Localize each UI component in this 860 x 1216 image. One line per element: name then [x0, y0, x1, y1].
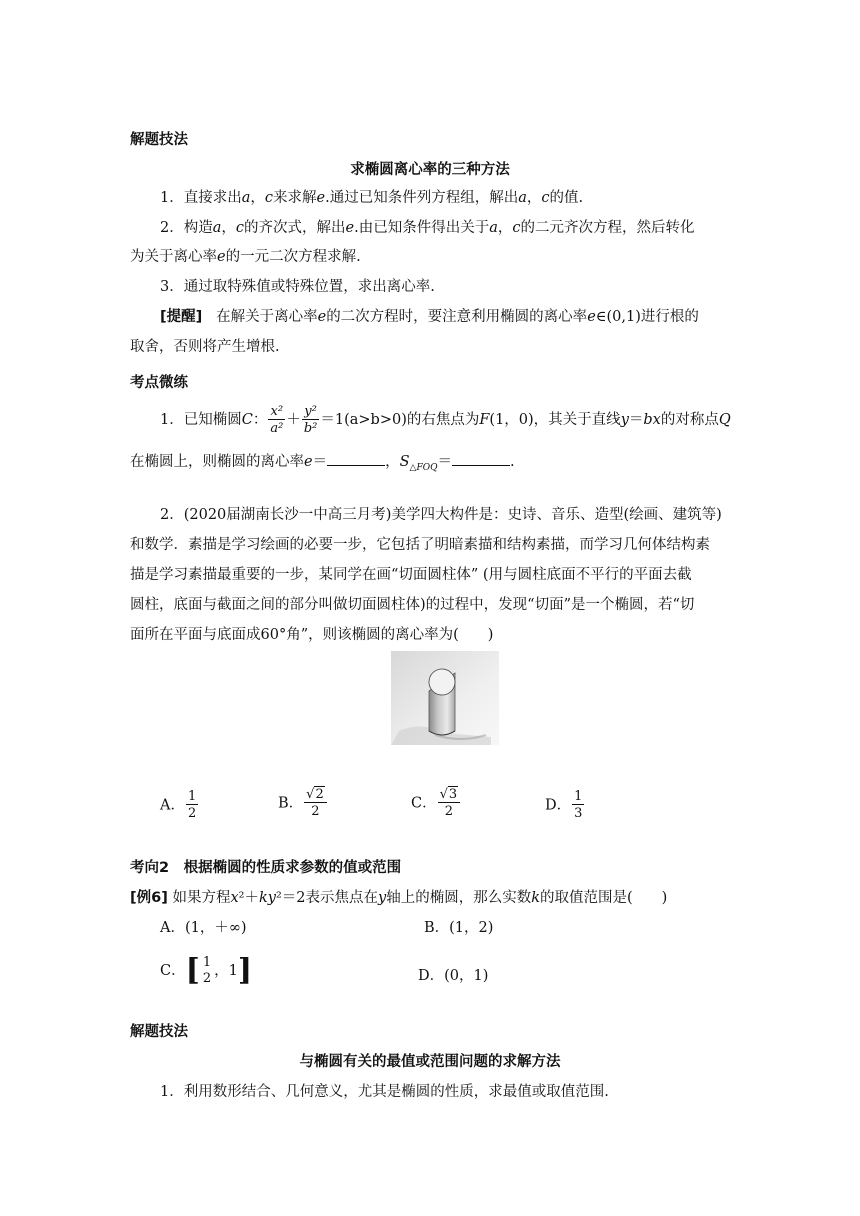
- example-6: [例6] 如果方程x²＋ky²＝2表示焦点在y轴上的椭圆，那么实数k的取值范围是( ): [130, 890, 668, 906]
- question-2-line-4: 圆柱，底面与截面之间的部分叫做切面圆柱体)的过程中，发现“切面”是一个椭圆，若“切: [130, 597, 695, 613]
- section-heading-tips-2: 解题技法: [130, 1024, 188, 1040]
- method-2-line-1: 2．构造a，c的齐次式，解出e.由已知条件得出关于a，c的二元齐次方程，然后转化: [160, 220, 695, 236]
- option-d[interactable]: D． $\frac{1}{3}$: [545, 789, 583, 821]
- section-heading-tips: 解题技法: [130, 132, 188, 148]
- example-option-b[interactable]: B．(1，2): [424, 920, 494, 936]
- section-heading-practice: 考点微练: [130, 375, 188, 391]
- example-option-d[interactable]: D．(0，1): [418, 968, 489, 984]
- range-method-1: 1．利用数形结合、几何意义，尤其是椭圆的性质，求最值或取值范围.: [160, 1084, 609, 1100]
- example-option-a[interactable]: A．(1，＋∞): [160, 920, 247, 936]
- reminder-line-2: 取舍，否则将产生增根.: [130, 339, 280, 355]
- question-2-line-2: 和数学．素描是学习绘画的必要一步，它包括了明暗素描和结构素描，而学习几何体结构素: [130, 537, 710, 553]
- method-title: 求椭圆离心率的三种方法: [350, 162, 510, 178]
- method-3: 3．通过取特殊值或特殊位置，求出离心率.: [160, 279, 435, 295]
- option-a[interactable]: A． $\frac{1}{2}$: [160, 789, 197, 821]
- answer-blank-e[interactable]: [327, 451, 385, 466]
- method-1: 1．直接求出a，c来求解e.通过已知条件列方程组，解出a，c的值.: [160, 190, 584, 206]
- question-2-line-1: 2．(2020届湖南长沙一中高三月考)美学四大构件是：史诗、音乐、造型(绘画、建筑等): [160, 507, 722, 523]
- option-b[interactable]: B． $\frac{√2}{2}$: [278, 788, 328, 819]
- example-option-c[interactable]: C．[ 1 2 ，1]: [160, 953, 253, 988]
- question-1-line-1: 1．已知椭圆C： $\frac{\text{x²}}{\text{a²}}$ ＋ $\frac{\text{y²}}{\text{b²}}$ ＝1(a>b>0)的右焦点为F(1，0)，其关于直线y＝bx的对称点Q: [160, 403, 731, 436]
- question-2-line-5: 面所在平面与底面成60°角”，则该椭圆的离心率为( ): [130, 627, 494, 643]
- method-title-2: 与椭圆有关的最值或范围问题的求解方法: [299, 1054, 561, 1070]
- question-1-line-2: 在椭圆上，则椭圆的离心率e＝ ，$S_{\triangle FOQ}=$ .: [130, 451, 515, 478]
- reminder-line-1: [提醒] 在解关于离心率e的二次方程时，要注意利用椭圆的离心率e∈(0,1)进行根的: [160, 309, 699, 325]
- cut-cylinder-sketch-image: [391, 651, 499, 745]
- method-2-line-2: 为关于离心率e的一元二次方程求解.: [130, 249, 361, 265]
- answer-blank-area[interactable]: [452, 451, 510, 466]
- option-c[interactable]: C． $\frac{√3}{2}$: [411, 788, 461, 819]
- fraction-y2-b2: $\frac{\text{y²}}{\text{b²}}$: [303, 403, 318, 436]
- section-heading-direction-2: 考向2 根据椭圆的性质求参数的值或范围: [130, 860, 402, 876]
- question-2-line-3: 描是学习素描最重要的一步，某同学在画“切面圆柱体” (用与圆柱底面不平行的平面去截: [130, 567, 692, 583]
- fraction-x2-a2: $\frac{\text{x²}}{\text{a²}}$: [270, 403, 284, 436]
